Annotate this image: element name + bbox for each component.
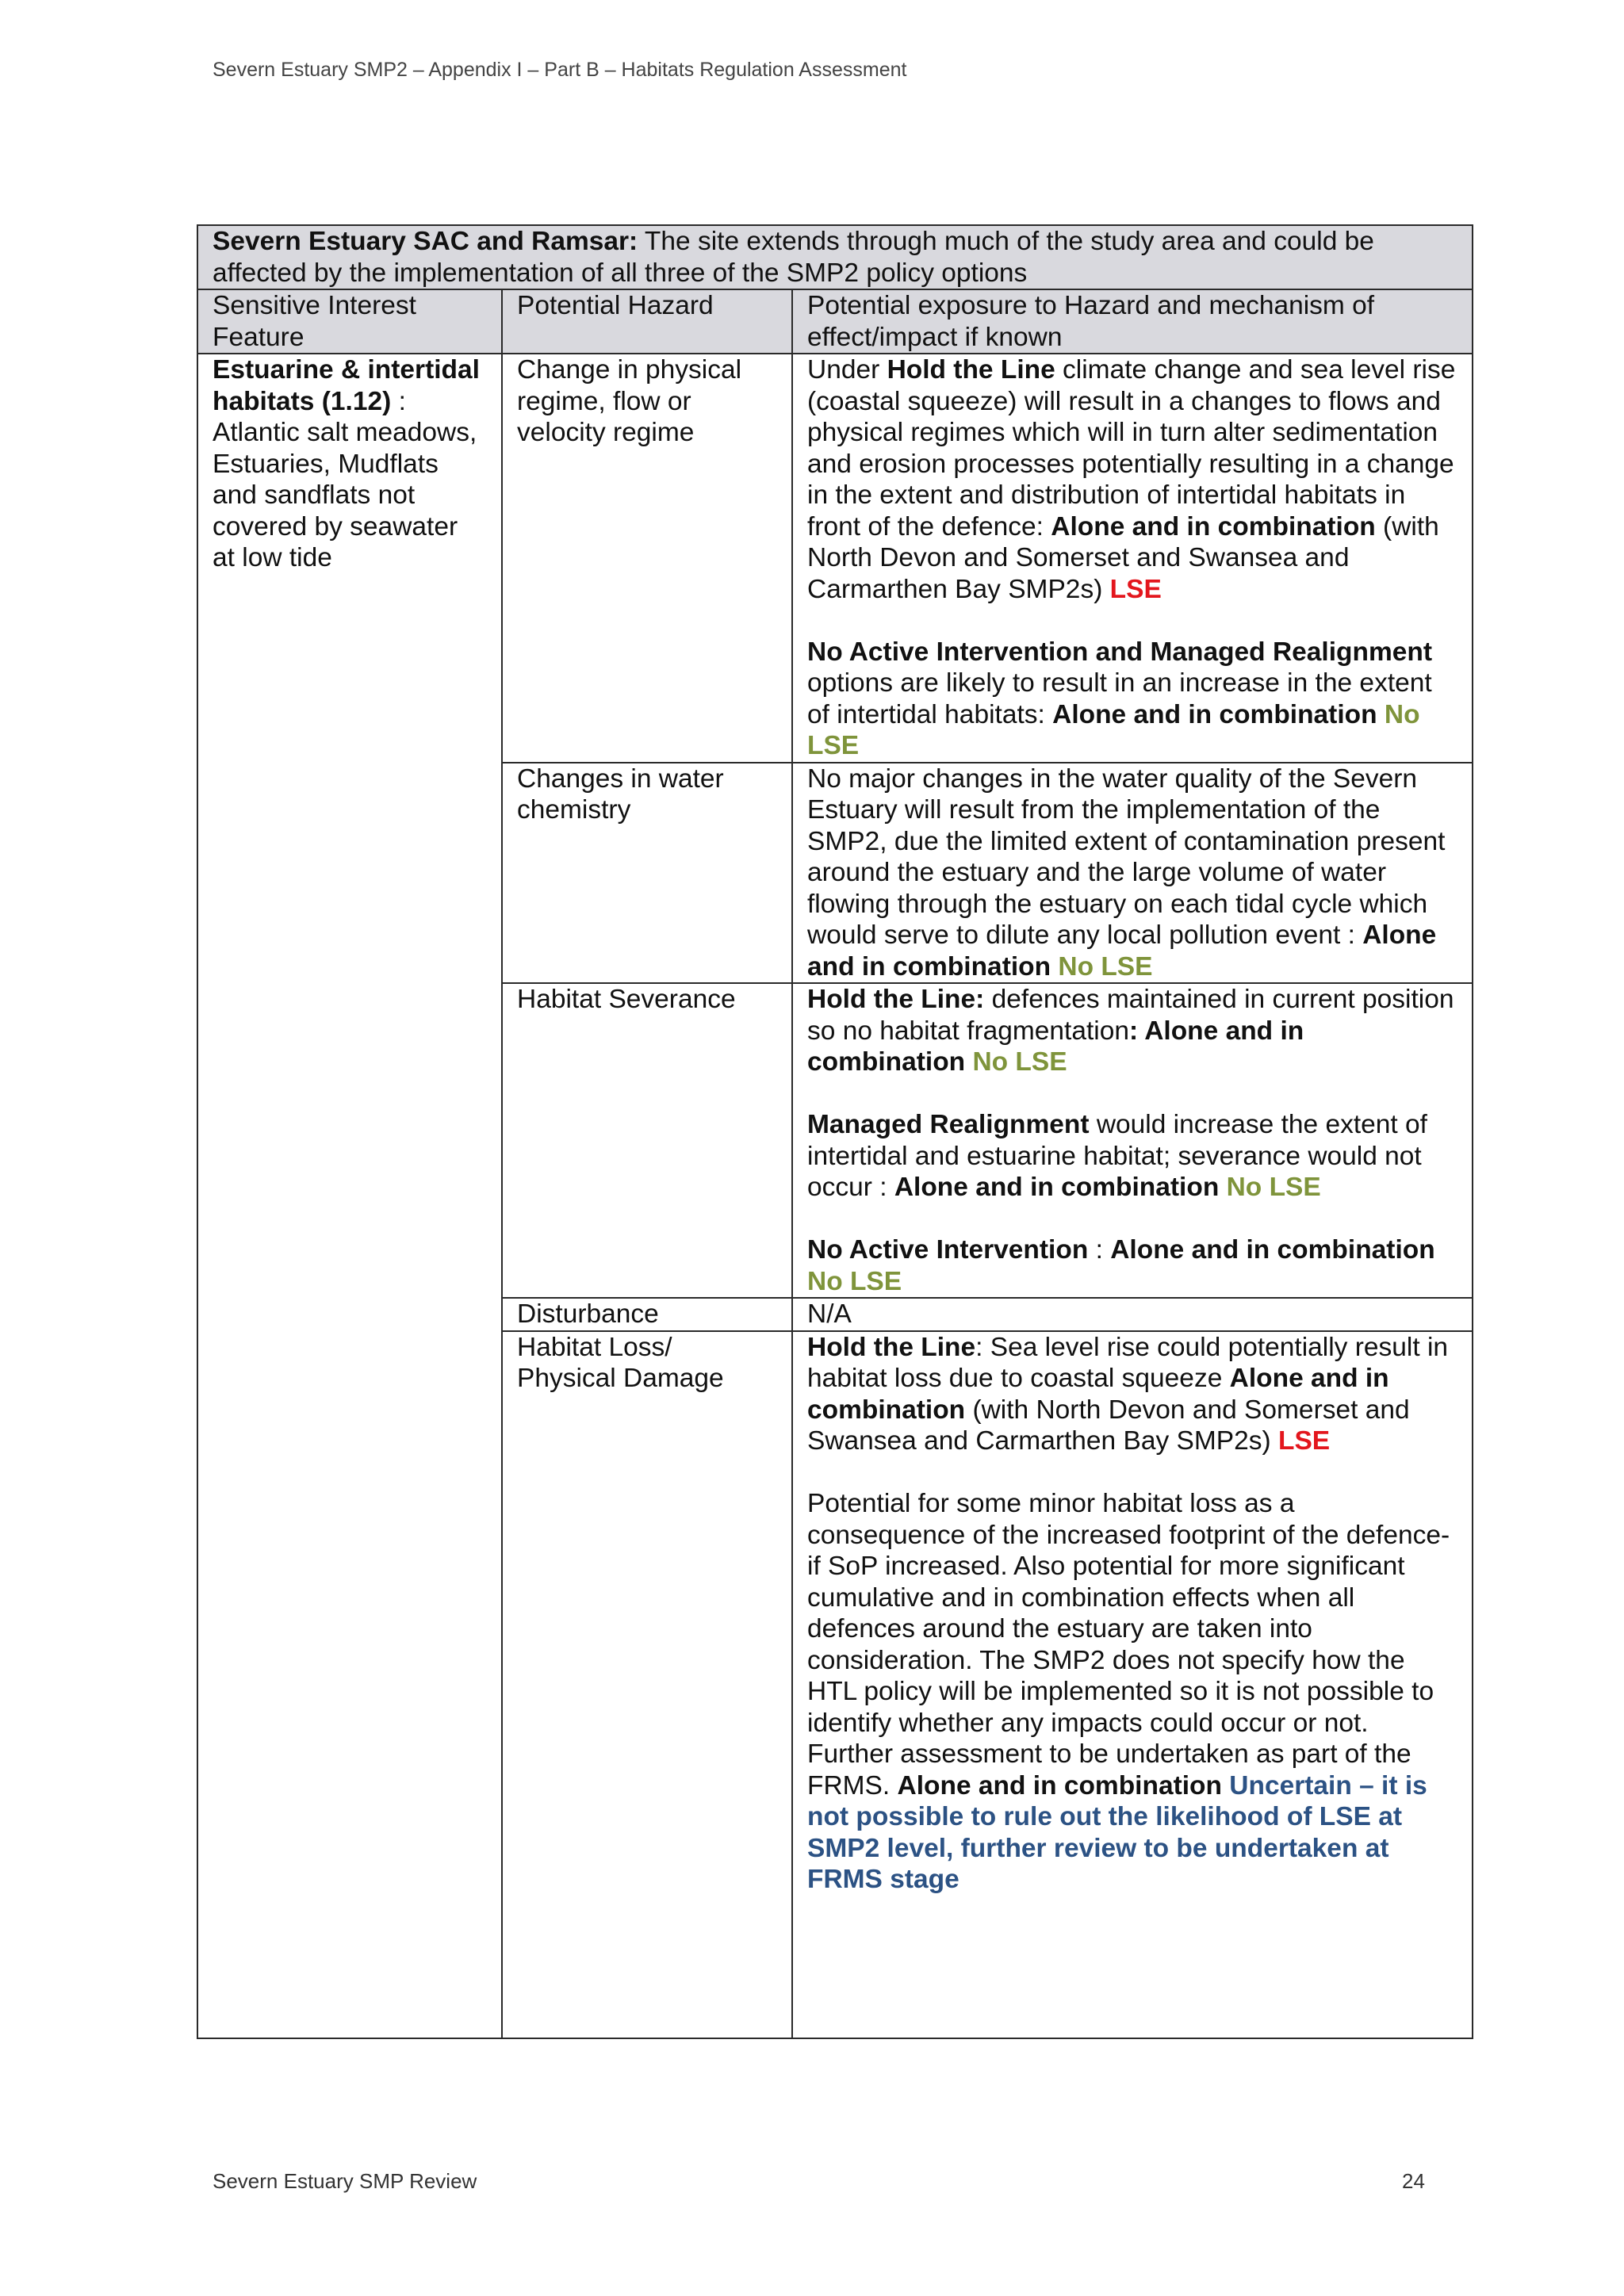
bold-run: Alone and in combination xyxy=(807,920,1437,982)
bold-run: Managed Realignment xyxy=(807,1110,1090,1139)
bold-run: Hold the Line xyxy=(807,1332,976,1362)
exposure-paragraph xyxy=(807,1110,1427,1202)
habitat-assessment-table xyxy=(197,224,1473,2039)
hazard-cell: Disturbance xyxy=(502,1298,792,1331)
page-footer-title: Severn Estuary SMP Review xyxy=(213,2169,477,2193)
site-title: Severn Estuary SAC and Ramsar: xyxy=(213,227,638,256)
exposure-cell xyxy=(792,983,1473,1298)
exposure-paragraph xyxy=(807,985,1454,1077)
exposure-cell xyxy=(792,1331,1473,2038)
text-run: Under xyxy=(807,355,887,385)
exposure-cell: N/A xyxy=(792,1298,1473,1331)
exposure-paragraph xyxy=(807,1489,1450,1894)
text-run: No major changes in the water quality of the Severn Estuary will result from the implementation of the SMP2, due the limited extent of contamination present around the estuary and the large volume of water flowing through the estuary on each tidal cycle which would serve to dilute any local pollution event : xyxy=(807,763,1446,950)
hazard-cell: Habitat Loss/ Physical Damage xyxy=(502,1331,792,2038)
verdict-lse: LSE xyxy=(1109,574,1162,604)
bold-run: No Active Intervention xyxy=(807,1235,1089,1265)
text-run: would increase the extent of intertidal and estuarine habitat; severance would not occur : xyxy=(807,1110,1427,1202)
column-header-exposure: Potential exposure to Hazard and mechanism of effect/impact if known xyxy=(792,289,1473,354)
text-run: : xyxy=(1088,1235,1111,1265)
feature-description: Atlantic salt meadows, Estuaries, Mudflats and sandflats not covered by seawater at low tide xyxy=(213,418,477,572)
exposure-paragraph xyxy=(807,1235,1435,1296)
table-row xyxy=(197,354,1473,763)
feature-title: Estuarine & intertidal habitats (1.12) xyxy=(213,355,480,416)
column-header-feature: Sensitive Interest Feature xyxy=(197,289,502,354)
bold-run: Alone and in combination xyxy=(807,1364,1389,1425)
bold-run: Alone and in combination xyxy=(1052,699,1377,729)
exposure-paragraph xyxy=(807,1333,1448,1456)
bold-run: Hold the Line: xyxy=(807,985,985,1014)
site-header-row xyxy=(197,225,1473,289)
bold-run: Alone and in combination xyxy=(1051,511,1376,541)
verdict-lse: LSE xyxy=(1277,1426,1331,1456)
hazard-cell: Changes in water chemistry xyxy=(502,763,792,984)
bold-run: Alone and in combination xyxy=(1110,1235,1435,1265)
verdict-no-lse: No LSE xyxy=(807,1266,902,1296)
column-header-row xyxy=(197,289,1473,354)
exposure-paragraph xyxy=(807,355,1455,604)
exposure-cell xyxy=(792,763,1473,984)
page-header: Severn Estuary SMP2 – Appendix I – Part B – Habitats Regulation Assessment xyxy=(213,59,907,81)
feature-separator: : xyxy=(391,386,406,416)
hazard-cell: Change in physical regime, flow or velocity regime xyxy=(502,354,792,763)
hazard-cell: Habitat Severance xyxy=(502,983,792,1298)
exposure-cell xyxy=(792,354,1473,763)
page-number: 24 xyxy=(1402,2169,1425,2193)
text-run: options are likely to result in an increase in the extent of intertidal habitats: xyxy=(807,668,1432,729)
bold-run: Alone and in combination xyxy=(897,1770,1222,1800)
text-run: defences maintained in current position so no habitat fragmentation xyxy=(807,985,1454,1046)
feature-cell xyxy=(197,354,502,2038)
site-header-cell xyxy=(197,225,1473,289)
verdict-uncertain: Uncertain – it is not possible to rule out the likelihood of LSE at SMP2 level, further review to be undertaken at FRMS stage xyxy=(807,1770,1427,1894)
verdict-no-lse: No LSE xyxy=(1219,1173,1321,1202)
bold-run: : Alone and in combination xyxy=(807,1016,1304,1077)
verdict-no-lse: No LSE xyxy=(1051,951,1153,982)
text-run: : Sea level rise could potentially result in habitat loss due to coastal squeeze xyxy=(807,1332,1449,1393)
bold-run: Alone and in combination xyxy=(894,1173,1220,1202)
text-run: Potential for some minor habitat loss as a consequence of the increased footprint of the defence- if SoP increased. Also potential for more significant cumulative and in combination effects when all defences around the estuary are taken into consideration. The SMP2 does not specify how the HTL policy will be implemented so it is not possible to identify whether any impacts could occur or not. Further assessment to be undertaken as part of the FRMS. xyxy=(807,1489,1450,1800)
site-description: The site extends through much of the study area and could be affected by the implementation of all three of the SMP2 policy options xyxy=(213,227,1374,288)
verdict-no-lse: No LSE xyxy=(807,699,1420,760)
bold-run: No Active Intervention and Managed Realignment xyxy=(807,637,1432,667)
column-header-hazard: Potential Hazard xyxy=(502,289,792,354)
verdict-no-lse: No LSE xyxy=(965,1047,1067,1077)
text-run: (with North Devon and Somerset and Swansea and Carmarthen Bay SMP2s) xyxy=(807,1395,1410,1456)
exposure-paragraph xyxy=(807,637,1432,761)
text-run: climate change and sea level rise (coastal squeeze) will result in a changes to flows and physical regimes which will in turn alter sedimentation and erosion processes potentially resulting in a change in the extent and distribution of intertidal habitats in front of the defence: xyxy=(807,355,1456,541)
text-run: (with North Devon and Somerset and Swansea and Carmarthen Bay SMP2s) xyxy=(807,511,1439,604)
bold-run: Hold the Line xyxy=(887,355,1055,385)
